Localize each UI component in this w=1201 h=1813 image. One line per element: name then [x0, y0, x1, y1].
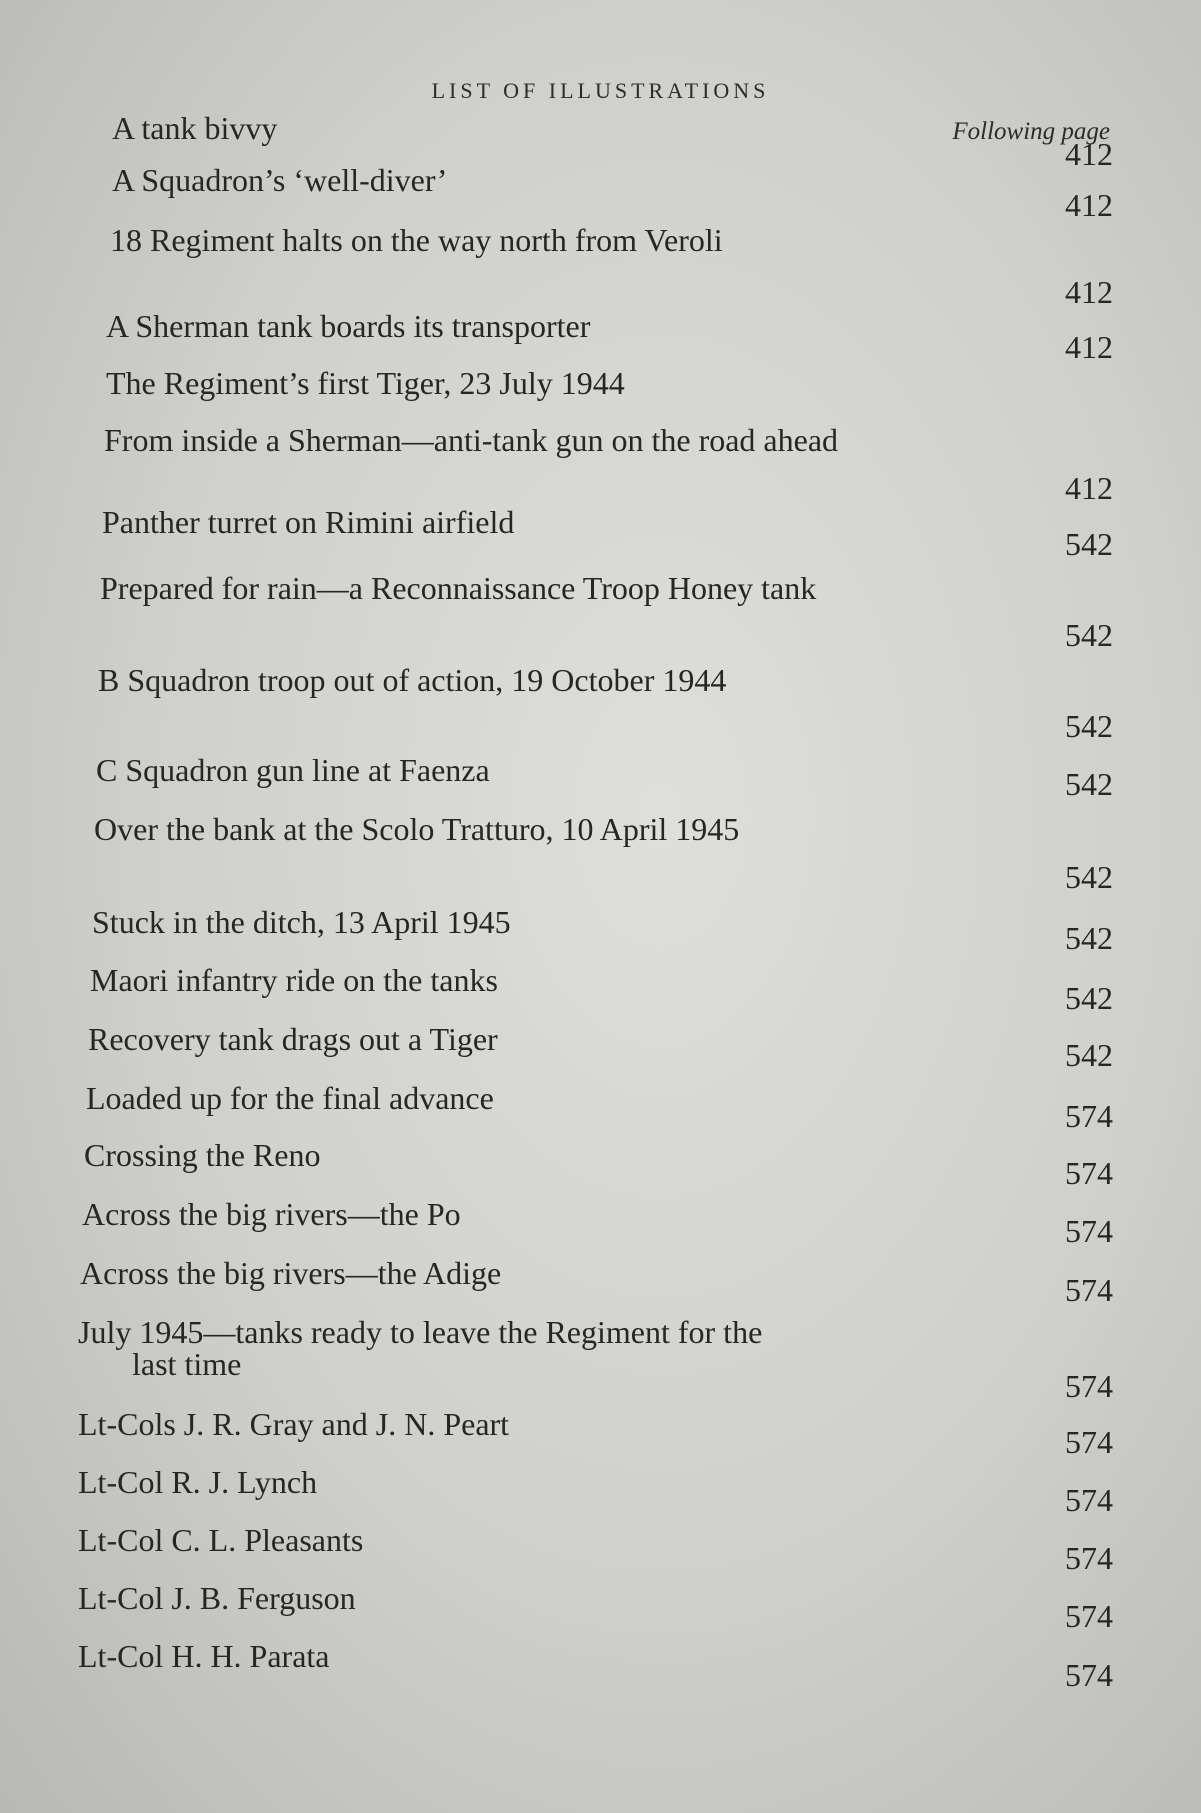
illustration-title: Maori infantry ride on the tanks — [90, 962, 498, 998]
illustration-title: July 1945—tanks ready to leave the Regiment for the — [78, 1314, 763, 1350]
illustration-title: Lt-Col H. H. Parata — [78, 1638, 330, 1674]
following-page-number: 542 — [1065, 859, 1113, 895]
illustration-title: The Regiment’s first Tiger, 23 July 1944 — [106, 365, 625, 401]
illustration-title: Lt-Col C. L. Pleasants — [78, 1522, 364, 1558]
illustration-title: Over the bank at the Scolo Tratturo, 10 April 1945 — [94, 811, 740, 847]
illustration-title: Lt-Col R. J. Lynch — [78, 1464, 318, 1500]
illustration-title: Lt-Cols J. R. Gray and J. N. Peart — [78, 1406, 510, 1442]
illustration-title: Loaded up for the final advance — [86, 1080, 494, 1116]
illustration-title-continuation: last time — [132, 1346, 242, 1382]
following-page-number: 574 — [1065, 1424, 1113, 1460]
illustration-title: Across the big rivers—the Po — [82, 1196, 461, 1232]
illustration-title: 18 Regiment halts on the way north from Veroli — [110, 222, 723, 258]
following-page-number: 542 — [1065, 708, 1113, 744]
following-page-number: 412 — [1065, 274, 1113, 310]
following-page-number: 412 — [1065, 187, 1113, 223]
following-page-number: 542 — [1065, 766, 1113, 802]
following-page-number: 574 — [1065, 1657, 1113, 1693]
illustration-title: Lt-Col J. B. Ferguson — [78, 1580, 356, 1616]
illustration-title: Across the big rivers—the Adige — [80, 1255, 502, 1291]
following-page-number: 574 — [1065, 1482, 1113, 1518]
following-page-number: 574 — [1065, 1598, 1113, 1634]
following-page-number: 542 — [1065, 617, 1113, 653]
illustration-title: Crossing the Reno — [84, 1137, 321, 1173]
illustration-title: A tank bivvy — [112, 110, 278, 146]
illustration-title: Panther turret on Rimini airfield — [102, 504, 515, 540]
following-page-number: 412 — [1065, 470, 1113, 506]
page-header: LIST OF ILLUSTRATIONS — [431, 78, 770, 103]
following-page-number: 542 — [1065, 1037, 1113, 1073]
illustration-title: C Squadron gun line at Faenza — [96, 752, 490, 788]
illustration-title: Prepared for rain—a Reconnaissance Troop Honey tank — [100, 570, 817, 606]
following-page-number: 542 — [1065, 980, 1113, 1016]
following-page-label: Following page — [952, 118, 1110, 145]
following-page-number: 542 — [1065, 526, 1113, 562]
illustration-title: From inside a Sherman—anti-tank gun on the road ahead — [104, 422, 839, 458]
following-page-number: 574 — [1065, 1272, 1113, 1308]
following-page-number: 542 — [1065, 920, 1113, 956]
illustration-title: A Squadron’s ‘well-diver’ — [112, 162, 448, 198]
illustration-title: B Squadron troop out of action, 19 October 1944 — [98, 662, 727, 698]
following-page-number: 574 — [1065, 1540, 1113, 1576]
illustration-title: Recovery tank drags out a Tiger — [88, 1021, 498, 1057]
following-page-number: 574 — [1065, 1098, 1113, 1134]
following-page-number: 574 — [1065, 1213, 1113, 1249]
following-page-number: 412 — [1065, 329, 1113, 365]
following-page-number: 574 — [1065, 1155, 1113, 1191]
following-page-number: 574 — [1065, 1368, 1113, 1404]
illustration-title: Stuck in the ditch, 13 April 1945 — [92, 904, 511, 940]
illustration-title: A Sherman tank boards its transporter — [106, 308, 591, 344]
following-page-number: 412 — [1065, 136, 1113, 172]
